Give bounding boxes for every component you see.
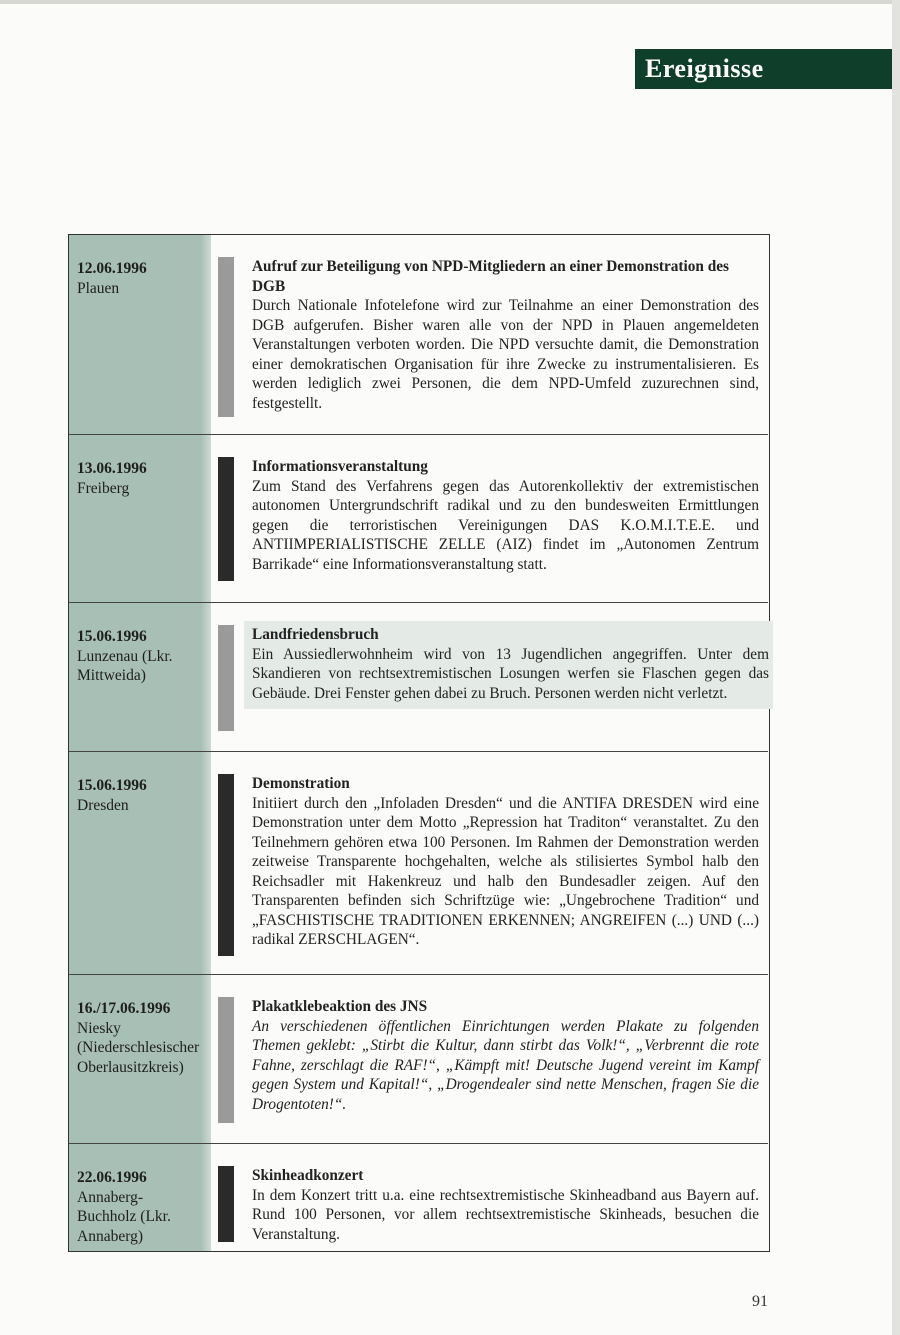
event-title: Landfriedensbruch [252,626,379,643]
event-place: Dresden [77,796,129,814]
date-cell [69,1144,201,1251]
date-cell [69,235,201,434]
page-edge [892,0,900,1335]
event-title: Demonstration [252,775,350,792]
event-title: Aufruf zur Beteiligung von NPD-Mitgliedern an einer Demonstration des DGB [252,258,730,295]
event-date: 16./17.06.1996 [77,1000,171,1017]
date-strip [201,975,211,1143]
event-date: 15.06.1996 [77,777,147,794]
event-title: Skinheadkonzert [252,1167,364,1184]
top-rule [0,0,900,4]
page-number: 91 [752,1293,768,1310]
date-cell [69,975,201,1143]
date-cell [69,603,201,751]
event-place: Niesky (Niederschlesischer Oberlausitzkreis) [77,1019,200,1076]
event-body: Initiiert durch den „Infoladen Dresden“ und die ANTIFA DRESDEN wird eine Demonstration unter dem Motto „Repression hat Traditon“ veranstaltet. Zu den Teilnehmern gehören etwa 100 Personen. Im Rahmen der Demonstration werden zeitweise Transparente hochgehalten, welche als stilisiertes Symbol halb den Reichsadler mit Hakenkreuz und halb den Bundesadler zeigen. Auf den Transparenten befinden sich Schriftzüge wie: „Ungebrochene Tradition“ und „FASCHISTISCHE TRADITIONEN ERKENNEN; ANGREIFEN (...) UND (...) radikal ZERSCHLAGEN“. [252,794,759,948]
event-body: In dem Konzert tritt u.a. eine rechtsextremistische Skinheadband aus Bayern auf. Rund 100 Personen, vor allem rechtsextremistische Skinheads, besuchen die Veranstaltung. [252,1186,759,1243]
event-row [69,235,768,434]
date-strip [201,603,211,751]
event-row [69,602,768,751]
date-cell [69,435,201,602]
event-title: Plakatklebeaktion des JNS [252,998,428,1015]
importance-marker [218,997,234,1123]
event-place: Freiberg [77,479,130,497]
event-content [252,1166,759,1244]
event-place: Plauen [77,279,120,297]
event-row [69,1143,768,1251]
date-strip [201,752,211,974]
importance-marker [218,457,234,581]
importance-marker [218,625,234,731]
event-content [244,621,773,709]
event-content [252,257,759,413]
event-body: Ein Aussiedlerwohnheim wird von 13 Jugendlichen angegriffen. Unter dem Skandieren von rechtsextremistischen Losungen werfen sie Flaschen gegen das Gebäude. Drei Fenster gehen dabei zu Bruch. Personen werden nicht verletzt. [252,645,769,702]
importance-marker [218,774,234,956]
event-content [252,774,759,950]
section-header: Ereignisse [635,49,892,89]
event-content [252,997,759,1114]
date-cell [69,752,201,974]
event-place: Lunzenau (Lkr. Mittweida) [77,647,173,684]
event-body: Zum Stand des Verfahrens gegen das Autorenkollektiv der extremistischen autonomen Untergrundschrift radikal und zu den bundesweiten Ermittlungen gegen die terroristischen Vereinigungen DAS K.O.M.I.T.E.E. und ANTIIMPERIALISTISCHE ZELLE (AIZ) findet im „Autonomen Zentrum Barrikade“ eine Informationsveranstaltung statt. [252,477,759,573]
event-body: Durch Nationale Infotelefone wird zur Teilnahme an einer Demonstration des DGB aufgerufen. Bisher waren alle von der NPD in Plauen angemeldeten Veranstaltungen verboten worden. Die NPD versuchte damit, die Demonstration einer demokratischen Organisation für ihre Zwecke zu instrumentalisieren. Es werden lediglich zwei Personen, die dem NPD-Umfeld zuzurechnen sind, festgestellt. [252,297,759,412]
events-table [68,234,770,1252]
date-strip [201,435,211,602]
event-row [69,751,768,974]
event-row [69,974,768,1143]
date-strip [201,1144,211,1251]
event-title: Informationsveranstaltung [252,458,428,475]
importance-marker [218,257,234,417]
date-strip [201,235,211,434]
event-place: Annaberg-Buchholz (Lkr. Annaberg) [77,1188,171,1245]
event-body: An verschiedenen öffentlichen Einrichtungen werden Plakate zu folgenden Themen geklebt: „Stirbt die Kultur, dann stirbt das Volk!“, „Verbrennt die rote Fahne, zerschlagt die RAF!“, „Kämpft mit! Deutsche Jugend vereint im Kampf gegen System und Kapital!“, „Drogendealer sind nette Menschen, fragen Sie die Drogentoten!“. [252,1017,759,1113]
event-date: 13.06.1996 [77,460,147,477]
event-date: 15.06.1996 [77,628,147,645]
importance-marker [218,1166,234,1242]
event-date: 12.06.1996 [77,260,147,277]
event-date: 22.06.1996 [77,1169,147,1186]
event-content [252,457,759,574]
event-row [69,434,768,602]
